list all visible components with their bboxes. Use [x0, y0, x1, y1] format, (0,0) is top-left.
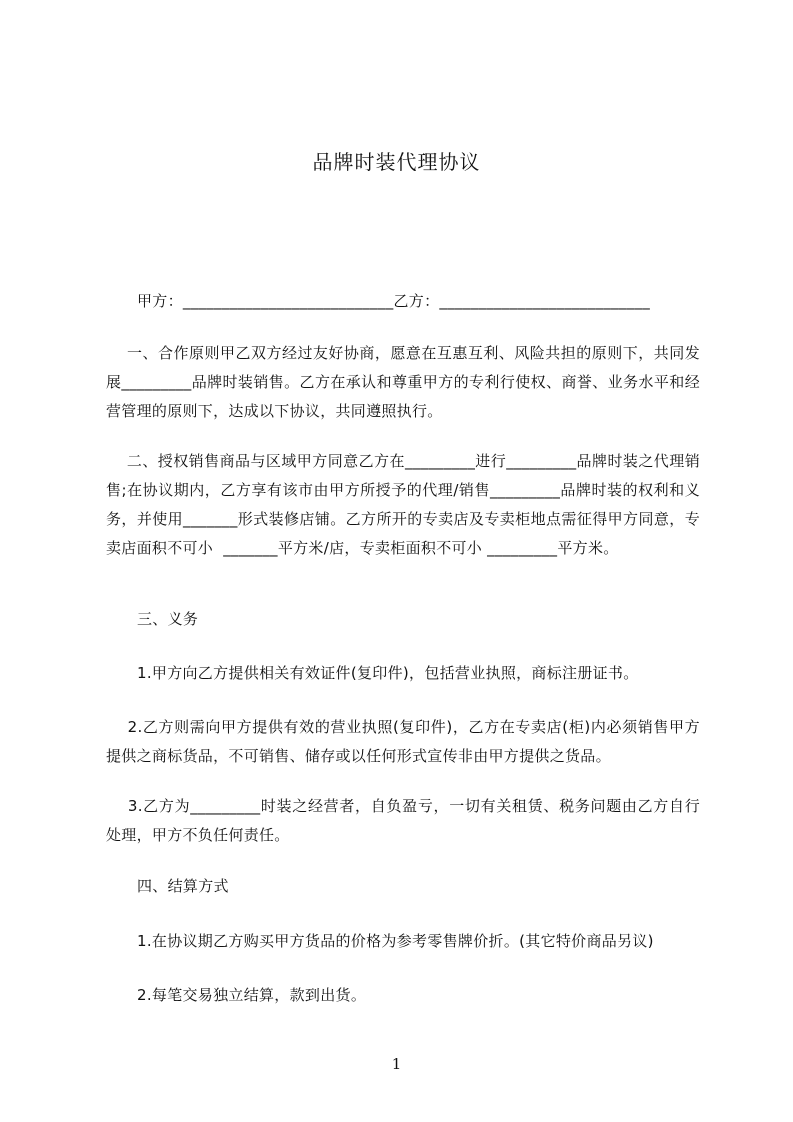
section-3-item-1: 1.甲方向乙方提供相关有效证件(复印件)，包括营业执照，商标注册证书。 — [137, 664, 639, 682]
section-4-item-2: 2.每笔交易独立结算，款到出货。 — [137, 986, 367, 1004]
section-4-heading: 四、结算方式 — [137, 877, 229, 895]
page-number: 1 — [391, 1055, 402, 1073]
section-3-item-2: 2.乙方则需向甲方提供有效的营业执照(复印件)，乙方在专卖店(柜)内必须销售甲方提供之商标货品，不可销售、储存或以任何形式宣传非由甲方提供之货品。 — [106, 718, 700, 765]
section-4-item-1: 1.在协议期乙方购买甲方货品的价格为参考零售牌价折。(其它特价商品另议) — [137, 932, 654, 950]
section-1-cooperation-principle: 一、合作原则甲乙双方经过友好协商，愿意在互惠互利、风险共担的原则下，共同发展_________品牌时装销售。乙方在承认和尊重甲方的专利行使权、商誉、业务水平和经营管理的原则下，达成以下协议，共同遵照执行。 — [106, 344, 700, 420]
section-2-authorized-sales: 二、授权销售商品与区域甲方同意乙方在_________进行_________品牌时装之代理销售;在协议期内，乙方享有该市由甲方所授予的代理/销售_________品牌时装的权利和义务，并使用_______形式装修店铺。乙方所开的专卖店及专卖柜地点需征得甲方同意，专卖店面积不可小 _______平方米/店，专卖柜面积不可小 _________平方米。 — [106, 452, 700, 557]
section-3-item-3: 3.乙方为_________时装之经营者，自负盈亏，一切有关租赁、税务问题由乙方自行处理，甲方不负任何责任。 — [106, 797, 700, 844]
section-3-heading: 三、义务 — [137, 610, 199, 628]
parties-line: 甲方：___________________________乙方：___________________________ — [137, 292, 650, 310]
document-title: 品牌时装代理协议 — [312, 150, 481, 174]
